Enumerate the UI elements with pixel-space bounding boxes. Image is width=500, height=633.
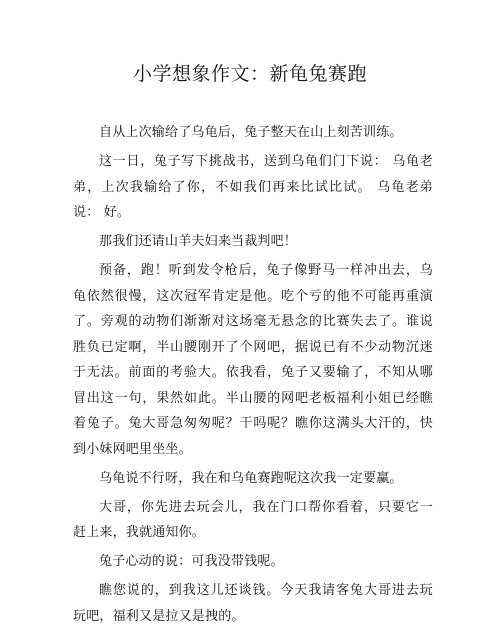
paragraph-2: 这一日，兔子写下挑战书，送到乌龟们门下说： 乌龟老 弟，上次我输给了你，不如我们再来比试比试。 乌龟老弟说： 好。: [73, 154, 433, 220]
paragraph-7: 兔子心动的说：可我没带钱呢。: [99, 554, 284, 569]
paragraph-1: 自从上次输给了乌龟后，兔子整天在山上刻苦训练。: [99, 125, 403, 140]
document-title: 小学想象作文：新龟兔赛跑: [132, 63, 367, 85]
paragraph-8: 瞧您说的，到我这儿还谈钱。今天我请客兔大哥进去玩 玩吧，福利又是拉又是拽的。: [73, 583, 433, 624]
paragraph-5: 乌龟说不行呀，我在和乌龟赛跑呢这次我一定要赢。: [99, 470, 403, 486]
document-body: [73, 120, 433, 633]
paragraph-3: 那我们还请山羊夫妇来当裁判吧！: [99, 234, 298, 249]
paragraph-4: 预备，跑！听到发令枪后，兔子像野马一样冲出去，乌 龟依然很慢，这次冠军肯定是他。吃个亏的他不可能再重演 了。旁观的动物们渐渐对这场毫无悬念的比赛失去了。谁说 胜负已定啊，半山腰刚开了个网吧，据说已有不少动物沉迷 于无法。前面的考验大。依我看，兔子又要输了，不知从哪 冒出这一句，果然如此。半山腰的网吧老板福利小姐已经瞧 着兔子。兔大哥急匆匆呢？干吗呢？瞧你这满头大汗的，快 到小妹网吧里坐坐。: [73, 263, 433, 457]
paragraph-6: 大哥，你先进去玩会儿，我在门口帮你看着，只要它一 赶上来，我就通知你。: [73, 499, 433, 540]
